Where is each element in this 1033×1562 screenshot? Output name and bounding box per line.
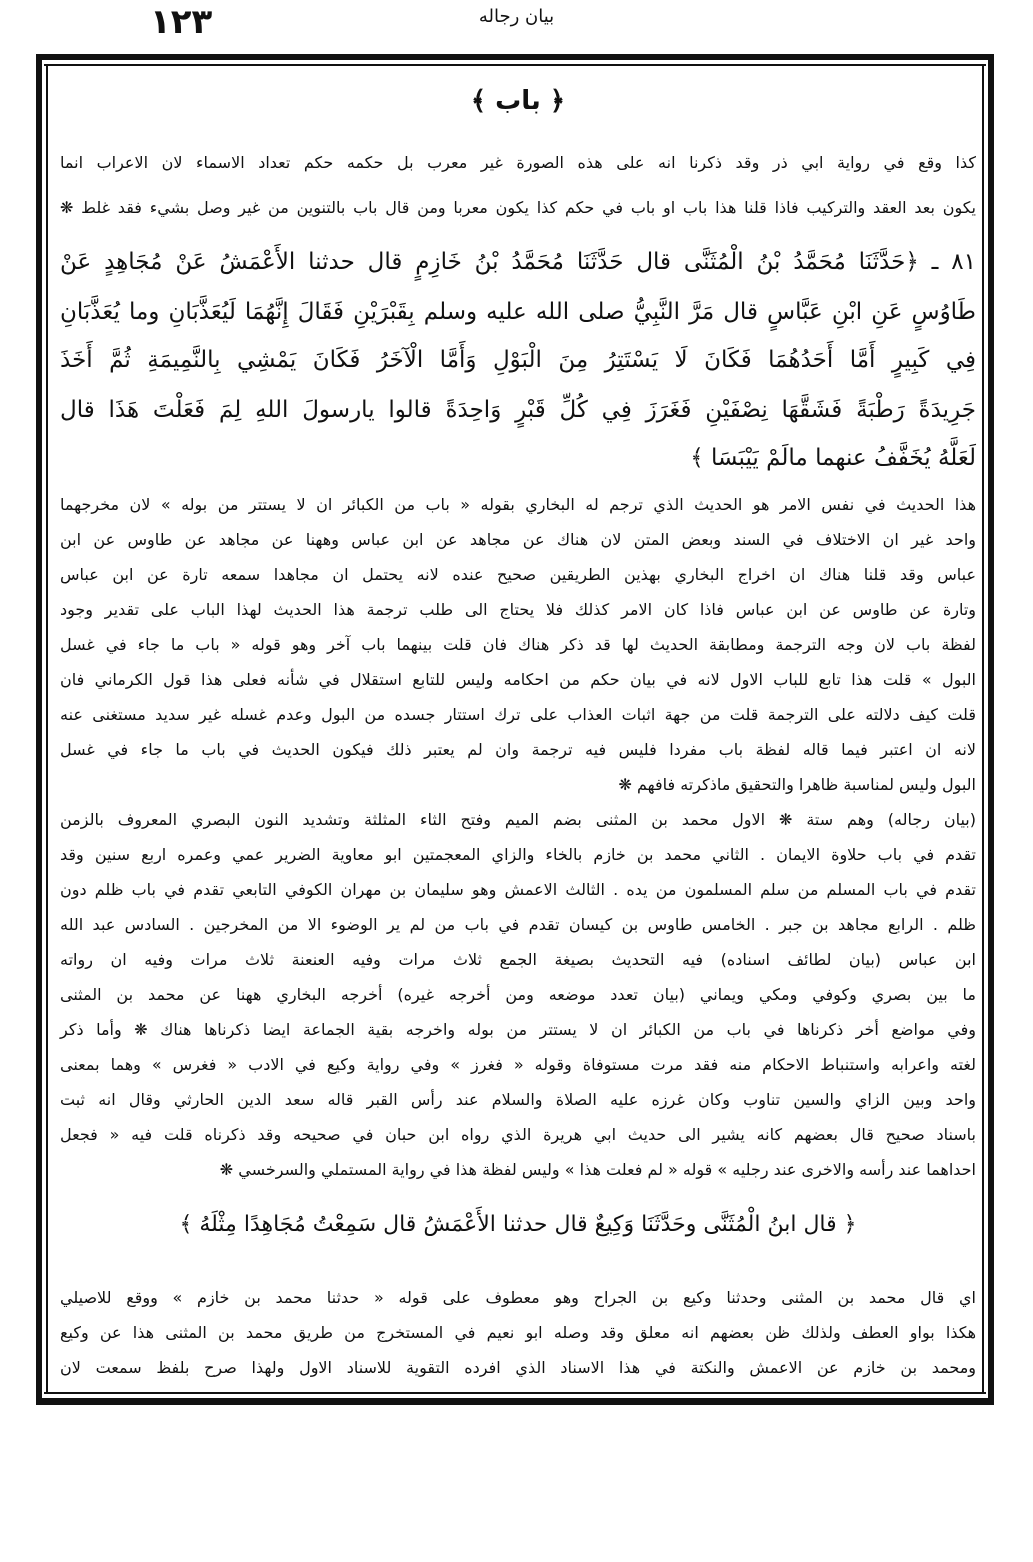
commentary-line: احداهما عند رأسه والاخرى عند رجليه » قوله « لم فعلت هذا » وليس لفظة هذا في رواية المستملي والسرخسي ❋: [219, 1160, 976, 1179]
commentary-line: هذا الحديث في نفس الامر هو الحديث الذي ترجم له البخاري بقوله « باب من الكبائر ان لا يستتر من بوله » لان مخرجهما: [60, 495, 976, 514]
commentary-line: لغته واعرابه واستنباط الاحكام منه فقد مرت مستوفاة وقوله « فغرز » وفي رواية وكيع في الادب « فغرس » وهما بمعنى: [60, 1055, 976, 1074]
commentary-2-line: ومحمد بن خازم عن الاعمش والنكتة في هذا الاسناد الذي افرده التقوية للاسناد الاول ولهذا صرح بلفظ سمعت لان: [60, 1358, 976, 1377]
hadith-line: لَعَلَّهُ يُخَفَّفُ عنهما مالَمْ يَيْبَسَا ﴾: [690, 445, 976, 471]
frame-bottom-rule: [40, 1398, 994, 1405]
frame-left-inner-rule: [46, 64, 48, 1394]
commentary-line: ابن عباس (بيان لطائف اسناده) فيه التحديث بصيغة الجمع ثلاث مرات وفيه العنعنة ثلاث مرات وفيه ان رواته: [60, 950, 976, 969]
commentary-line: واحد غير ان الاختلاف في السند وبعض المتن لان هناك عن مجاهد عن ابن عباس وههنا عن مجاهد عن طاوس عن ابن: [60, 530, 976, 549]
frame-left-rule: [36, 54, 42, 1405]
hadith-line: طَاوُسٍ عَنِ ابْنِ عَبَّاسٍ قال مَرَّ النَّبِيُّ صلى الله عليه وسلم بِقَبْرَيْنِ فَقَالَ إِنَّهُمَا لَيُعَذَّبَانِ وما يُعَذَّبَانِ: [60, 299, 976, 325]
hadith-2-heading: ﴿ قال ابنُ الْمُثَنَّى وحَدَّثَنَا وَكِيعٌ قال حدثنا الأَعْمَشُ قال سَمِعْتُ مُجَاهِدًا مِثْلَهُ ﴾: [179, 1212, 857, 1237]
frame-right-inner-rule: [982, 64, 984, 1394]
frame-top-rule: [36, 54, 994, 60]
frame-right-rule: [988, 54, 994, 1405]
hadith-line: جَرِيدَةً رَطْبَةً فَشَقَّهَا نِصْفَيْنِ فَغَرَزَ فِي كُلِّ قَبْرٍ وَاحِدَةً قالوا يارسولَ اللهِ لِمَ فَعَلْتَ هَذَا قال: [60, 397, 976, 423]
commentary-2-line: اي قال محمد بن المثنى وحدثنا وكيع بن الجراح وهو معطوف على قوله « حدثنا محمد بن خازم » ووقع للاصيلي: [60, 1288, 976, 1307]
commentary-line: قلت كيف دلالته على الترجمة قلت من جهة اثبات العذاب على ترك استتار جسده من البول وعدم غسله غير سديد مستغنى عنه: [60, 705, 976, 724]
chapter-heading: ﴿ باب ﴾: [470, 86, 566, 116]
hadith-line: ٨١ ـ ﴿حَدَّثَنَا مُحَمَّدُ بْنُ الْمُثَنَّى قال حَدَّثَنَا مُحَمَّدُ بْنُ خَازِمٍ قال حدثنا الأَعْمَشُ عَنْ مُجَاهِدٍ عَنْ: [60, 249, 976, 275]
commentary-line: (بيان رجاله) وهم ستة ❋ الاول محمد بن المثنى بضم الميم وفتح الثاء المثلثة وتشديد النون البصري المعروف بالزمن: [60, 810, 976, 829]
commentary-line: باسناد صحيح قال بعضهم كانه يشير الى حديث ابي هريرة الذي رواه ابن حبان في صحيحه وقد ذكرناه قلت فيه « فجعل: [60, 1125, 976, 1144]
commentary-line: عباس وقد قلنا هناك ان اخراج البخاري بهذين الطريقين صحيح عنده لانه يحتمل ان مجاهدا سمعه تارة عن ابن عباس: [60, 565, 976, 584]
commentary-line: وتارة عن طاوس عن ابن عباس فاذا كان الامر كذلك فلا يحتاج الى طلب ترجمة هذا الحديث لهذا الباب على تقدير وجود: [60, 600, 976, 619]
commentary-line: تقدم في باب المسلم من سلم المسلمون من يده . الثالث الاعمش وهو سليمان بن مهران الكوفي التابعي تقدم في باب ظلم دون: [60, 880, 976, 899]
frame-bottom-inner-rule: [44, 1392, 986, 1394]
intro-line: يكون بعد العقد والتركيب فاذا قلنا هذا باب او باب في حكم كذا يكون معربا ومن قال باب بالتنوين من غير وصل بشيء فقد غلط ❋: [60, 198, 976, 217]
commentary-line: البول » قلت هذا تابع للباب الاول لانه في بيان حكم من احكامه وليس للتابع استقلال في شأنه فعلى هذا قول الكرماني فان: [60, 670, 976, 689]
commentary-line: تقدم في باب حلاوة الايمان . الثاني محمد بن خازم بالخاء والزاي المعجمتين ابو معاوية الضرير عمي وعمره اربع سنين وقد: [60, 845, 976, 864]
commentary-line: ظلم . الرابع مجاهد بن جبر . الخامس طاوس بن كيسان تقدم في باب من لم ير الوضوء الا من المخرجين . السادس عبد الله: [60, 915, 976, 934]
commentary-line: لفظة باب لان وجه الترجمة ومطابقة الحديث لها قد ذكر هناك فان قلت بينهما باب آخر وهو قوله « باب ما جاء في غسل: [60, 635, 976, 654]
commentary-line: البول وليس لمناسبة ظاهرا والتحقيق ماذكرته فافهم ❋: [618, 775, 976, 794]
intro-line: كذا وقع في رواية ابي ذر وقد ذكرنا انه على هذه الصورة غير معرب بل حكمه حكم تعداد الاسماء لان الاعراب انما: [60, 153, 976, 172]
commentary-line: واحد وبين الزاي والسين تناوب وكان غرزه عليه الصلاة والسلام عند رأس القبر قاله سعد الدين الحارثي وقال انه ثبت: [60, 1090, 976, 1109]
commentary-line: وفي مواضع أخر ذكرناها في باب من الكبائر ان لا يستتر من بوله واخرجه بقية الجماعة ايضا ذكرناها هناك ❋ وأما ذكر: [60, 1020, 976, 1039]
frame-top-inner-rule: [44, 64, 986, 66]
commentary-line: لانه ان اعتبر فيما قاله لفظة باب مفردا فليس فيه ترجمة وان لم يعتبر ذلك فيكون الحديث في باب ما جاء في غسل: [60, 740, 976, 759]
running-title: بيان رجاله: [478, 6, 555, 27]
commentary-line: ما بين بصري وكوفي ومكي ويماني (بيان تعدد موضعه ومن أخرجه غيره) أخرجه البخاري ههنا عن محمد بن المثنى: [60, 985, 976, 1004]
commentary-2-line: هكذا بواو العطف ولذلك ظن بعضهم انه معلق وقد وصله ابو نعيم في المستخرج من طريق محمد بن المثنى هذا عن وكيع: [60, 1323, 976, 1342]
page-number: ١٢٣: [150, 2, 213, 42]
hadith-line: فِي كَبِيرٍ أَمَّا أَحَدُهُمَا فَكَانَ لَا يَسْتَتِرُ مِنَ الْبَوْلِ وَأَمَّا الْآخَرُ فَكَانَ يَمْشِي بِالنَّمِيمَةِ ثُمَّ أَخَذَ: [60, 347, 976, 373]
